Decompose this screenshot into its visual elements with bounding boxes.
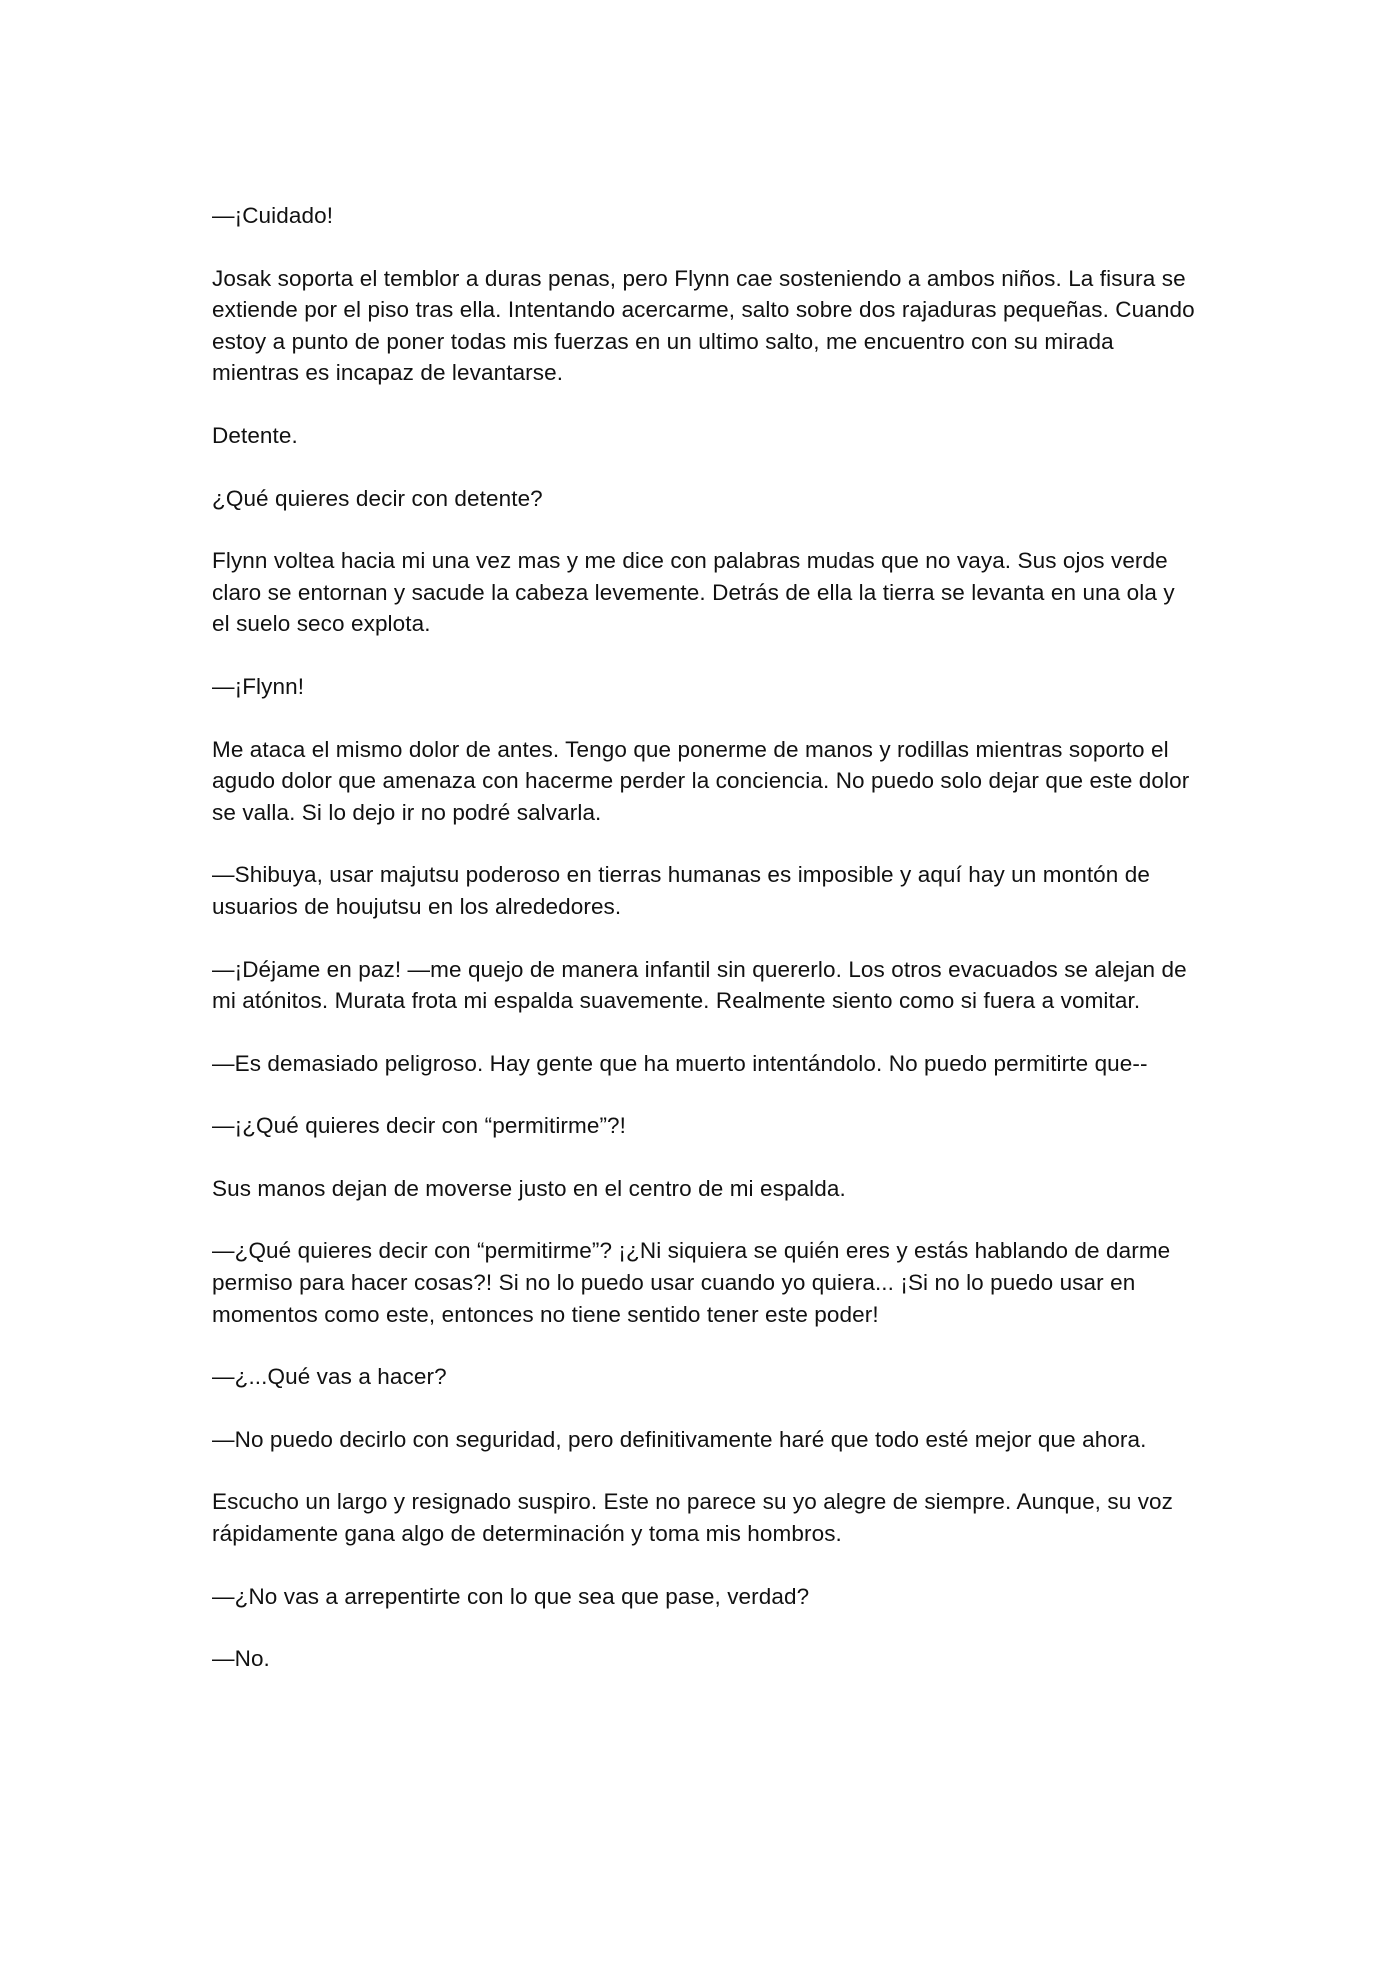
paragraph-7: Me ataca el mismo dolor de antes. Tengo que ponerme de manos y rodillas mientras soporto el agudo dolor que amenaza con hacerme perder la conciencia. No puedo solo dejar que este dolor se valla. Si lo dejo ir no podré salvarla. [212, 736, 1190, 825]
paragraph-10: —Es demasiado peligroso. Hay gente que ha muerto intentándolo. No puedo permitirte que-- [212, 1050, 1148, 1076]
paragraph-13: —¿Qué quieres decir con “permitirme”? ¡¿Ni siquiera se quién eres y estás hablando de darme permiso para hacer cosas?! Si no lo puedo usar cuando yo quiera... ¡Si no lo puedo usar en momentos como este, entonces no tiene sentido tener este poder! [212, 1238, 1171, 1327]
paragraph-8: —Shibuya, usar majutsu poderoso en tierras humanas es imposible y aquí hay un montón de usuarios de houjutsu en los alrededores. [212, 862, 1150, 919]
paragraph-17: —¿No vas a arrepentirte con lo que sea que pase, verdad? [212, 1583, 810, 1609]
paragraph-18: —No. [212, 1646, 270, 1672]
document-body [212, 200, 1197, 1706]
paragraph-15: —No puedo decirlo con seguridad, pero definitivamente haré que todo esté mejor que ahora. [212, 1426, 1147, 1452]
paragraph-16: Escucho un largo y resignado suspiro. Este no parece su yo alegre de siempre. Aunque, su voz rápidamente gana algo de determinación y toma mis hombros. [212, 1489, 1174, 1547]
paragraph-4: ¿Qué quieres decir con detente? [212, 485, 543, 511]
paragraph-9: —¡Déjame en paz! —me quejo de manera infantil sin quererlo. Los otros evacuados se alejan de mi atónitos. Murata frota mi espalda suavemente. Realmente siento como si fuera a vomitar. [212, 956, 1187, 1014]
paragraph-3: Detente. [212, 422, 298, 448]
paragraph-2: Josak soporta el temblor a duras penas, pero Flynn cae sosteniendo a ambos niños. La fisura se extiende por el piso tras ella. Intentando acercarme, salto sobre dos rajaduras pequeñas. Cuando estoy a punto de poner todas mis fuerzas en un ultimo salto, me encuentro con su mirada mientras es incapaz de levantarse. [212, 265, 1195, 386]
paragraph-5: Flynn voltea hacia mi una vez mas y me dice con palabras mudas que no vaya. Sus ojos verde claro se entornan y sacude la cabeza levemente. Detrás de ella la tierra se levanta en una ola y el suelo seco explota. [212, 548, 1175, 637]
paragraph-1: —¡Cuidado! [212, 203, 334, 228]
paragraph-11: —¡¿Qué quieres decir con “permitirme”?! [212, 1113, 627, 1139]
paragraph-6: —¡Flynn! [212, 673, 305, 699]
paragraph-14: —¿...Qué vas a hacer? [212, 1364, 447, 1390]
paragraph-12: Sus manos dejan de moverse justo en el centro de mi espalda. [212, 1175, 846, 1201]
